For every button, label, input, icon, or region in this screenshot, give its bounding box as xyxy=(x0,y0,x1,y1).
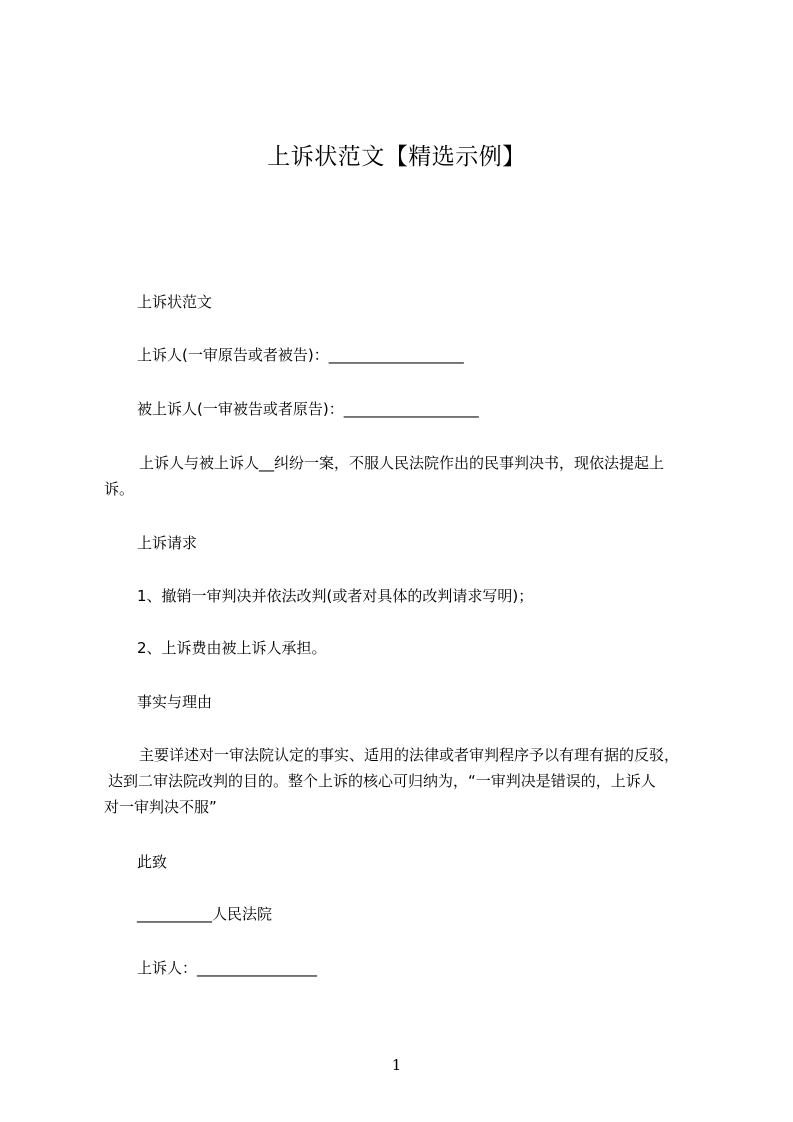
intro-line-2: 诉。 xyxy=(104,480,135,498)
intro-paragraph xyxy=(104,450,708,502)
document-heading: 上诉状范文 xyxy=(137,293,213,311)
facts-heading: 事实与理由 xyxy=(137,693,213,711)
facts-line-3: 对一审判决不服” xyxy=(104,798,217,816)
document-title: 上诉状范文【精选示例】 xyxy=(267,144,526,170)
facts-paragraph xyxy=(104,742,708,820)
closing-text: 此致 xyxy=(137,853,168,871)
facts-line-2: 达到二审法院改判的目的。整个上诉的核心可归纳为，“一审判决是错误的，上诉人 xyxy=(108,772,656,790)
requests-heading: 上诉请求 xyxy=(137,534,198,552)
appellant-line: 上诉人(一审原告或者被告)：__________________ xyxy=(137,346,464,364)
request-item-2: 2、上诉费由被上诉人承担。 xyxy=(137,639,327,657)
appellee-line: 被上诉人(一审被告或者原告)：__________________ xyxy=(137,400,479,418)
court-line: __________人民法院 xyxy=(137,905,273,923)
signature-line: 上诉人：________________ xyxy=(137,959,318,977)
page-number: 1 xyxy=(391,1056,402,1074)
intro-line-1: 上诉人与被上诉人__纠纷一案，不服人民法院作出的民事判决书，现依法提起上 xyxy=(139,454,665,472)
request-item-1: 1、撤销一审判决并依法改判(或者对具体的改判请求写明)； xyxy=(137,587,534,605)
facts-line-1: 主要详述对一审法院认定的事实、适用的法律或者审判程序予以有理有据的反驳， xyxy=(139,746,680,764)
